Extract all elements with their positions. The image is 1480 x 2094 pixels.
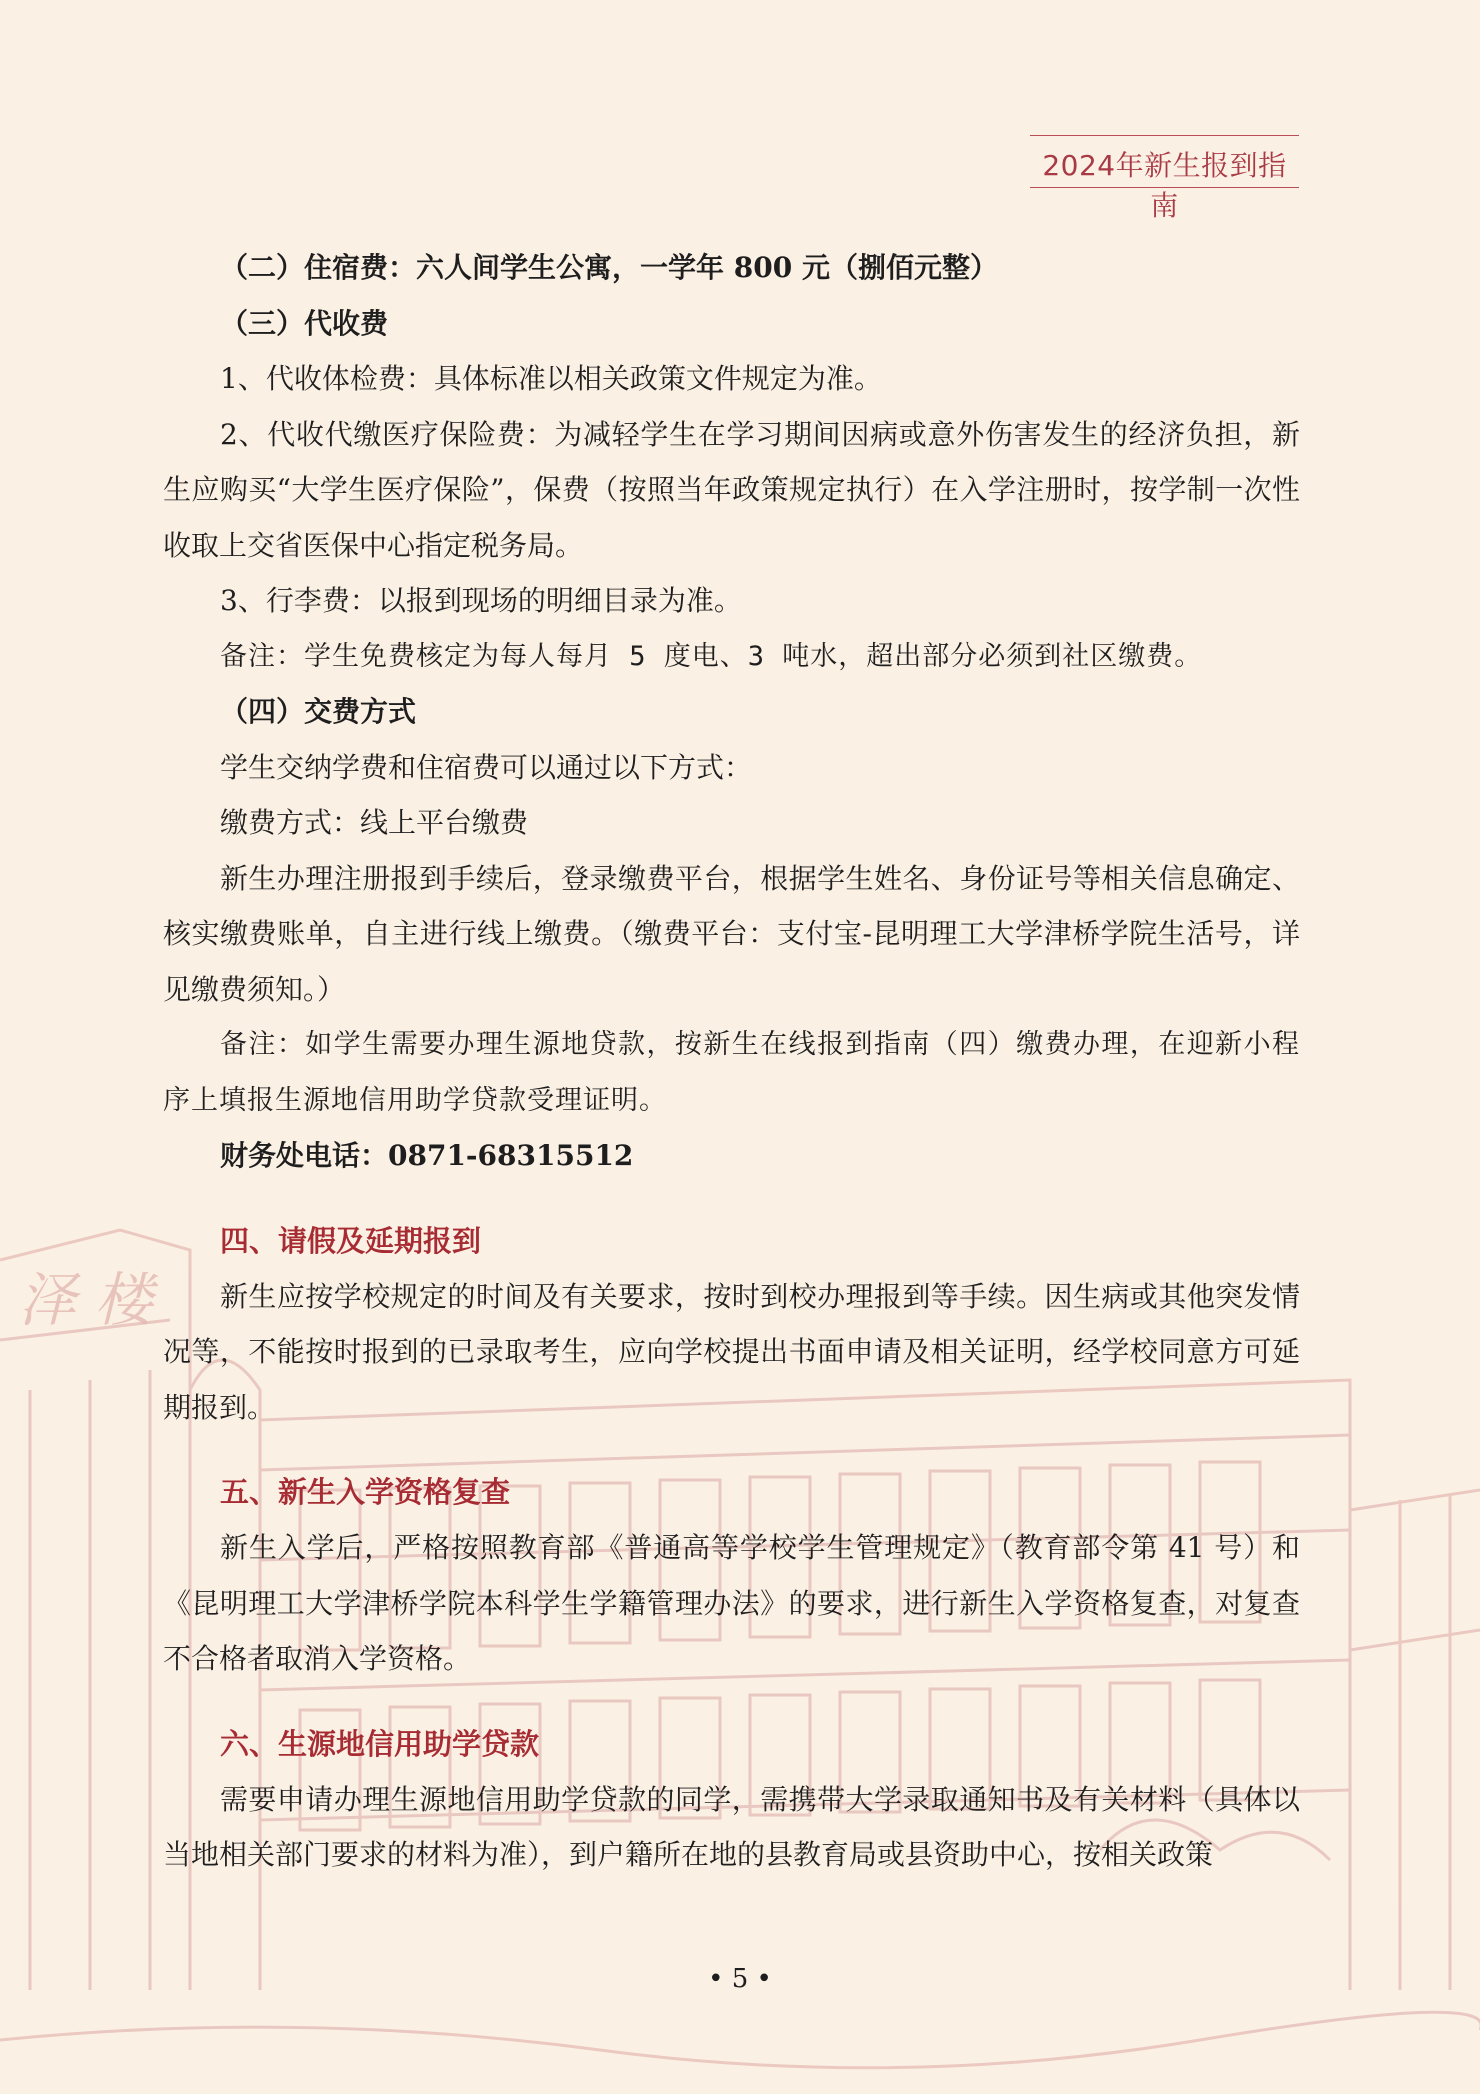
paragraph-utilities-note: 备注：学生免费核定为每人每月 5 度电、3 吨水，超出部分必须到社区缴费。 [220,640,1203,672]
building-sign-text: 泽 楼 [18,1266,153,1334]
paragraph-online-payment: 缴费方式：线上平台缴费 [220,806,529,839]
header-title: 2024年新生报到指南 [1042,149,1287,222]
section-body-leave: 新生应按学校规定的时间及有关要求，按时到校办理报到等手续。因生病或其他突发情况等，不能按时报到的已录取考生，应向学校提出书面申请及相关证明，经学校同意方可延期报到。 [163,1279,1300,1424]
paragraph-health-check-fee: 1、代收体检费：具体标准以相关政策文件规定为准。 [220,362,882,395]
paragraph-payment-intro: 学生交纳学费和住宿费可以通过以下方式： [220,750,753,784]
paragraph-loan-note: 备注：如学生需要办理生源地贷款，按新生在线报到指南（四）缴费办理，在迎新小程序上填报生源地信用助学贷款受理证明。 [163,1029,1300,1116]
body-flow [163,240,1300,1883]
finance-office-phone: 财务处电话：0871-68315512 [220,1139,634,1172]
paragraph-accommodation-line: （二）住宿费：六人间学生公寓，一学年 800 元（捌佰元整） [220,251,998,284]
paragraph-medical-insurance-fee: 2、代收代缴医疗保险费：为减轻学生在学习期间因病或意外伤害发生的经济负担，新生应购买“大学生医疗保险”，保费（按照当年政策规定执行）在入学注册时，按学制一次性收取上交省医保中心指定税务局。 [163,417,1300,562]
page-number: • 5 • [708,1964,772,1994]
section-heading-leave: 四、请假及延期报到 [220,1223,482,1258]
paragraph-payment-process: 新生办理注册报到手续后，登录缴费平台，根据学生姓名、身份证号等相关信息确定、核实缴费账单，自主进行线上缴费。（缴费平台：支付宝-昆明理工大学津桥学院生活号，详见缴费须知。） [163,861,1300,1006]
page-header [1030,135,1299,222]
paragraph-luggage-fee: 3、行李费：以报到现场的明细目录为准。 [220,584,742,617]
paragraph-collection-fees-heading: （三）代收费 [220,306,389,340]
paragraph-payment-method-heading: （四）交费方式 [220,695,417,728]
section-heading-student-loan: 六、生源地信用助学贷款 [220,1726,540,1761]
spacer [163,1687,1300,1717]
section-body-student-loan: 需要申请办理生源地信用助学贷款的同学，需携带大学录取通知书及有关材料（具体以当地相关部门要求的材料为准），到户籍所在地的县教育局或县资助中心，按相关政策 [163,1782,1300,1871]
section-heading-qualification-review: 五、新生入学资格复查 [220,1475,511,1509]
header-top-rule [1030,135,1299,136]
spacer [163,1184,1300,1214]
header-bottom-rule [1030,187,1299,188]
spacer [163,1435,1300,1465]
section-body-qualification-review: 新生入学后，严格按照教育部《普通高等学校学生管理规定》（教育部令第 41 号）和《昆明理工大学津桥学院本科学生学籍管理办法》的要求，进行新生入学资格复查，对复查不合格者取消入学资格。 [163,1531,1300,1675]
